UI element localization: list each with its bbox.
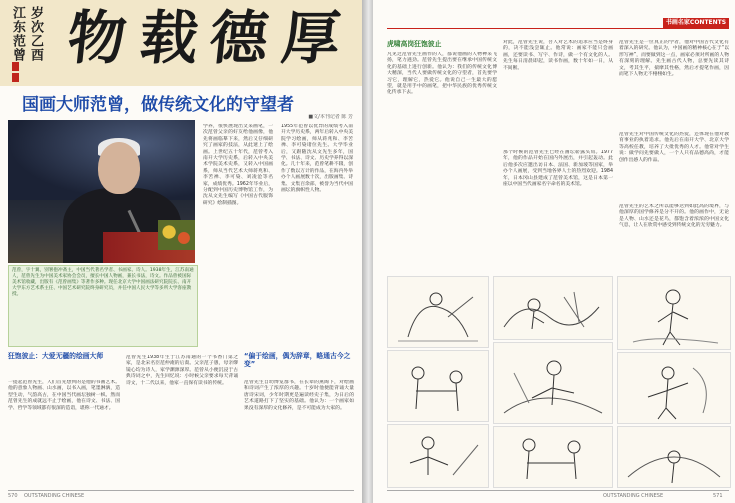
text-column-1: 学养，很快展现出文采画笔，一次范曾父亲的好友给他画像，他先将画临摹下来，然后又仔细研究了画家的技法，从此迷上了绘画。上世纪五十年代，范曾考入南开大学历史系，后转入中央美术学院美术史系，又转入中国画系，师从当代艺术大师蒋兆和、李苦禅、李可染、刘凌沧等名家，成绩优秀。1962年毕业后，分配到中国历史博物馆工作，为沈从文先生编写《中国古代服饰研究》绘制插图。 <box>203 124 273 206</box>
ink-drawing-1 <box>493 276 613 340</box>
text-column-3: 一提起范曾先生，人们首先想到的是他的书画艺术。他的意象人物画、山水画，以书入画，笔墨淋漓，造型生动，气韵高古，在中国当代画坛独树一帜。然而范曾先生的成就远不止于绘画，他在诗文、书法、国学、哲学等领域都有很深的造诣，堪称一代通才。 <box>8 380 120 411</box>
ink-drawing-7 <box>387 424 489 488</box>
calligraphy-inscription-1: 岁次乙酉 <box>28 6 43 62</box>
right-text-column-4: 范曾先生是一位真正的学者，他对中国古代文化有着深入的研究。他认为，中国画的精神核心在于“以形写神”，而要做到这一点，画家必须对所画的人物有深刻的理解。先生画古代人物，总要先读其诗文，考其生平，揣摩其性格，然后才提笔作画，因而笔下人物无不栩栩如生。 <box>619 40 729 78</box>
ink-drawing-3 <box>387 276 489 348</box>
red-seal-stamp <box>12 62 19 71</box>
text-column-5: 范曾先生自幼博览群书，在长辈的熏陶下，对绘画和诗词产生了浓厚的兴趣。十岁时他便能背诵大量唐诗宋词，少年时期更是遍读经史子集，为日后的艺术道路打下了坚实的基础。他认为：一个画家如果没有深厚的文化修养，是不可能成为大家的。 <box>244 380 354 411</box>
text-column-4: 范曾先生1938年生于江苏南通的一个书香门第之家，是北宋名臣范仲淹的后裔。父亲范子愚，母亲缪镜心均为诗人，家学渊源深厚。范曾从小便沉浸于古典诗词之中，先生回忆说：小时候父亲要求每天背诵诗文，十二代以来，他家一直保有读书的传统。 <box>126 355 238 386</box>
section-subhead-1: 狂饱彼止：大爱无疆的绘画大师 <box>8 352 104 360</box>
footer-label-right: OUTSTANDING CHINESE <box>603 493 664 499</box>
article-headline: 国画大师范曾，做传统文化的守望者 <box>22 95 294 115</box>
red-seal-stamp <box>12 73 19 82</box>
calligraphy-char-3: 德 <box>206 4 272 72</box>
footer-label-left: OUTSTANDING CHINESE <box>24 493 85 499</box>
ink-drawing-2 <box>617 276 731 350</box>
left-page <box>0 0 362 503</box>
calligraphy-char-4: 厚 <box>278 4 344 72</box>
calligraphy-char-1: 物 <box>64 4 130 72</box>
byline: ■文/本刊记者 陈 芳 <box>308 114 353 120</box>
right-text-column-3: 那个时候的范曾先生已经在画坛崭露头角。1977年，他的作品开始在国内外展出，并引起轰动。此后他多次应邀出访日本、法国、新加坡等国家，举办个人画展，受到当地各界人士的热烈欢迎。1984年，日本冈山县建成了范曾美术馆，这是日本第一座以中国当代画家名字命名的美术馆。 <box>503 150 613 188</box>
calligraphy-banner <box>0 0 362 86</box>
page-number-right: 571 <box>713 493 723 499</box>
ink-drawing-5 <box>493 342 613 424</box>
right-text-column-6: 范曾先生的艺术之所以能够达到如此高的境界，与他深厚的国学修养是分不开的。他的画作中，无论是人物、山水还是花鸟，都饱含着浓浓的中国文化气息，让人在欣赏中感受到传统文化的无穷魅力。 <box>619 204 729 229</box>
book-gutter <box>362 0 373 503</box>
ink-drawing-6 <box>617 352 731 424</box>
photo-caption: 范曾，字十翼，别署抱冲斋主，中国当代著名学者、书画家、诗人。1938年生，江苏南通人，范曾先生为中国美术家协会会员，擅长中国人物画，兼长书法，诗文。作品曾被国际美术馆收藏，出版有《范曾画集》等著作多种。现任北京大学中国画法研究院院长、南开大学东方艺术系主任、中国艺术研究院终身研究员，并任中国人民大学等多所大学客座教授。 <box>8 265 198 347</box>
portrait-photo <box>8 120 195 263</box>
footer-rule <box>8 490 354 491</box>
right-text-column-5: 范曾先生对中国传统文化的热爱，还体现在他对教育事业的执着追求。他先后在南开大学、北京大学等高校任教，培养了大批优秀的人才。他常对学生说：做学问先要做人，一个人只有品德高尚，才能创作出感人的作品。 <box>619 132 729 163</box>
right-text-column-2: 对此，范曾先生说，吾人对艺术的追求应当是终身的，决不能浅尝辄止。他常说：画家不能只会画画，还要读书、写字、作诗，做一个有文化的人。先生每日清晨即起，读书作画，数十年如一日，从不间断。 <box>503 40 613 71</box>
right-subhead: 虎啸高岗狂饱彼止 <box>387 40 442 48</box>
footer-rule <box>387 490 729 491</box>
page-number-left: 570 <box>8 493 18 499</box>
right-text-column-1: 凡见过范曾先生画作的人，都说他画的人物神采飞扬，笔力遒劲。范曾先生提出要在继承中国传统文化的基础上进行创新。他认为：我们的传统文化博大精深，当代人要做传统文化的守望者，首先要学习它，理解它，热爱它。他说自己一生最大的愿望，就是用手中的画笔，把中华民族的优秀传统文化传承下去。 <box>387 52 497 96</box>
calligraphy-char-2: 载 <box>136 4 202 72</box>
section-tab: 书画名家CONTENTS <box>663 18 729 28</box>
ink-drawing-9 <box>617 426 731 488</box>
ink-drawing-4 <box>387 350 489 422</box>
ink-drawing-8 <box>493 426 613 488</box>
section-subhead-2: “偏于绘画，偶为辞章，略通古今之变” <box>244 352 351 368</box>
header-rule <box>387 28 729 29</box>
text-column-2: 1955年范曾以优异的成绩考入南开大学历史系，两年后转入中央美院学习绘画，师从蒋兆和、李苦禅、李可染诸位先生。大学毕业后，又跟随沈从文先生多年，国学、书法、诗文、历史学养得以深化。几十年来，范曾笔耕不辍，创作了数以万计的作品，在海内外举办个人画展数十次，出版画集、诗集、文集百余部，被誉为当代中国画坛的旗帜性人物。 <box>281 124 353 194</box>
calligraphy-inscription-2: 江东范曾 <box>10 6 25 62</box>
right-page <box>373 0 735 503</box>
